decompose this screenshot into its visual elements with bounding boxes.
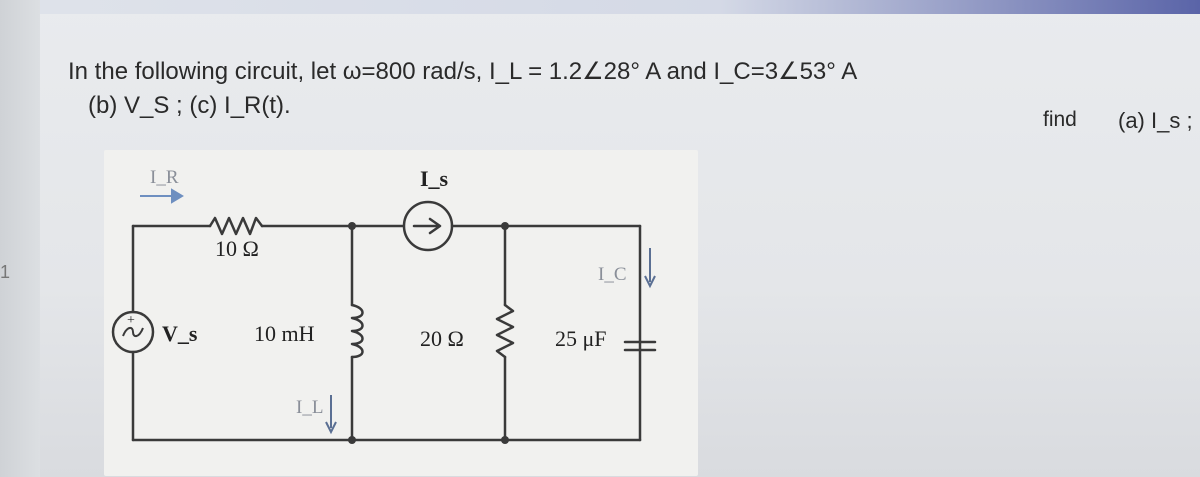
vs-label: V_s [162,321,198,346]
is-label: I_s [420,166,449,191]
left-edge-mark: 1 [0,262,11,282]
ir-label: I_R [150,167,179,188]
shunt-resistor-zigzag [497,305,513,357]
problem-text-line2: (b) V_S ; (c) I_R(t). [88,92,291,119]
series-resistor-zigzag [210,218,262,234]
ic-label: I_C [598,264,627,285]
shunt-resistor-label: 20 Ω [420,326,464,351]
node-bottom-left [348,436,356,444]
part-a-label: (a) I_s ; [1118,108,1193,133]
problem-text-line1: In the following circuit, let ω=800 rad/s, I_L = 1.2∠28° A and I_C=3∠53° A [68,58,858,85]
il-label: I_L [296,397,324,418]
find-label: find [1043,108,1077,131]
ir-arrow-head [172,190,182,202]
node-bottom-right [501,436,509,444]
inductor-coil [352,305,363,357]
series-resistor-label: 10 Ω [215,236,259,261]
node-top-left [348,222,356,230]
capacitor-label: 25 μF [555,326,607,351]
source-sine-icon [123,328,143,336]
source-plus-icon: + [127,313,135,328]
current-source-arrow [414,219,440,233]
node-top-right [501,222,509,230]
inductor-label: 10 mH [254,321,315,346]
